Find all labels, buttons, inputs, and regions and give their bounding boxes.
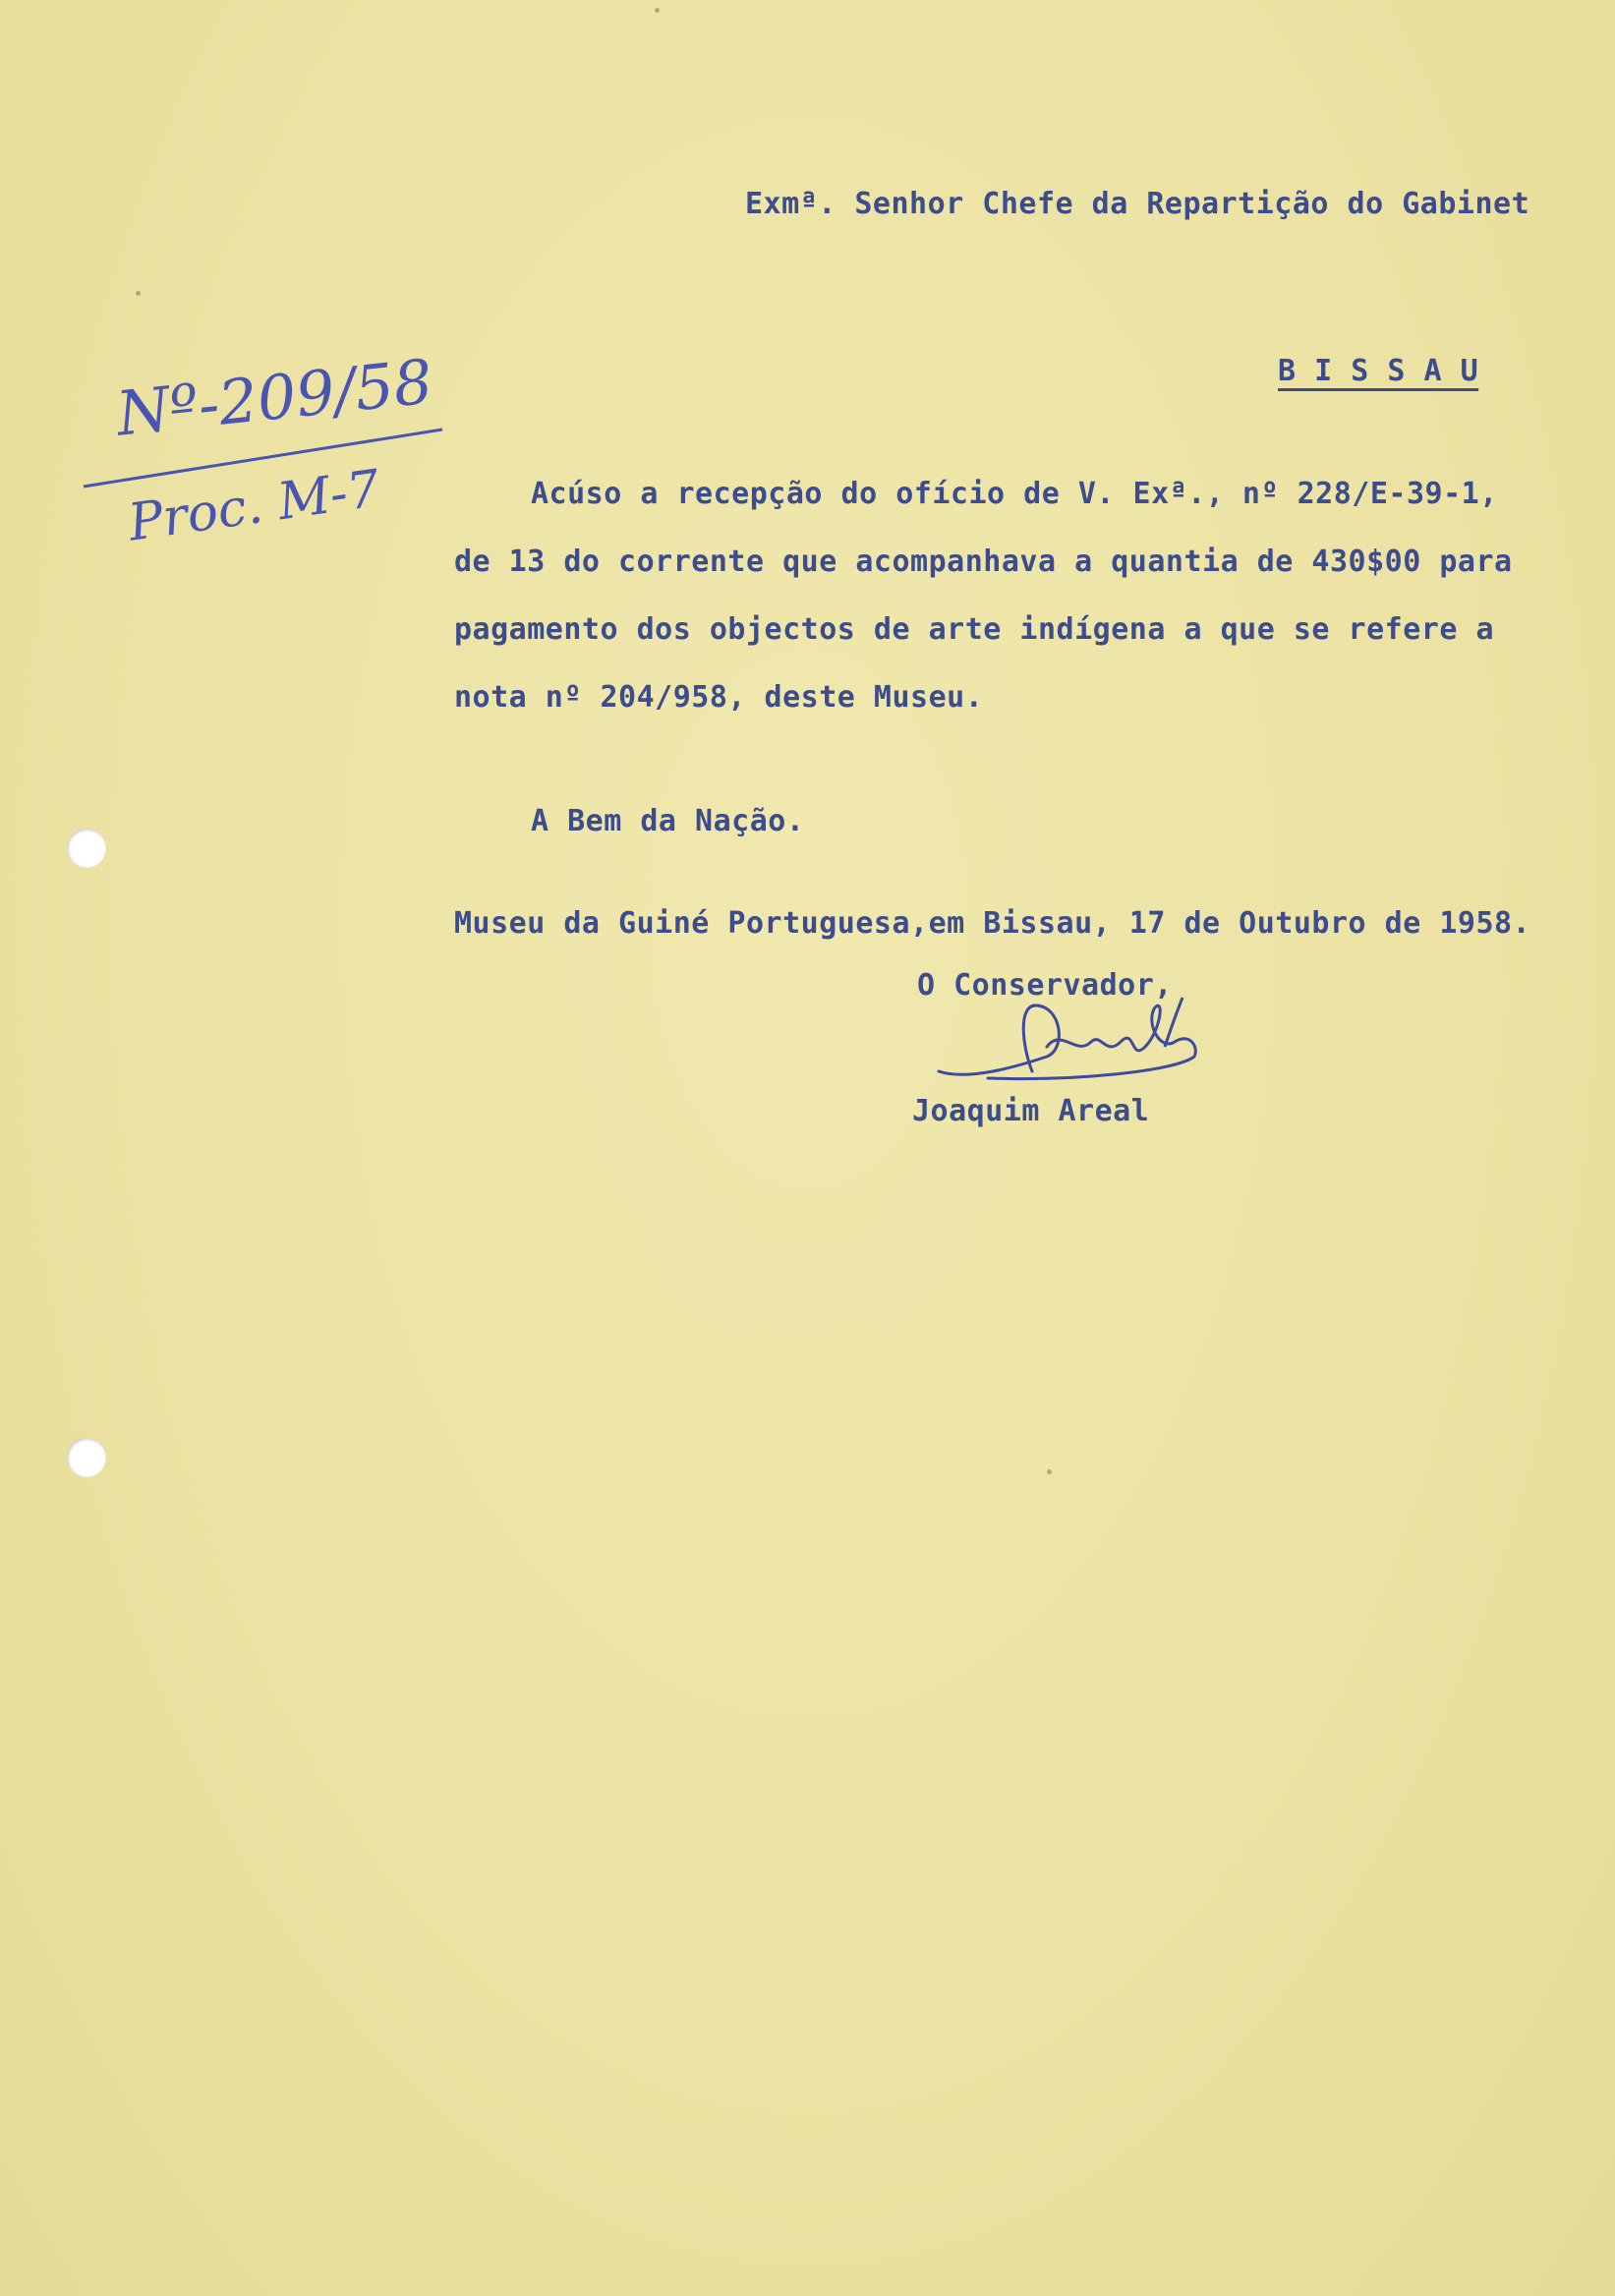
place-date-line: Museu da Guiné Portuguesa,em Bissau, 17 de Outubro de 1958. bbox=[454, 906, 1531, 941]
closing-salutation: A Bem da Nação. bbox=[531, 804, 805, 838]
body-line-3: pagamento dos objectos de arte indígena a que se refere a bbox=[454, 612, 1495, 647]
punch-hole-bottom bbox=[67, 1438, 106, 1477]
body-line-4: nota nº 204/958, deste Museu. bbox=[454, 680, 984, 715]
body-line-2: de 13 do corrente que acompanhava a quantia de 430$00 para bbox=[454, 545, 1513, 579]
signature bbox=[929, 988, 1214, 1096]
punch-hole-top bbox=[67, 829, 106, 868]
paper-speck bbox=[655, 8, 660, 13]
paper-speck bbox=[1047, 1469, 1052, 1474]
city-heading: B I S S A U bbox=[1278, 354, 1479, 388]
body-line-1: Acúso a recepção do ofício de V. Exª., nº 228/E-39-1, bbox=[531, 477, 1498, 511]
handwritten-ref-number: Nº-209/58 bbox=[113, 345, 436, 450]
paper-speck bbox=[136, 291, 141, 296]
signatory-name: Joaquim Areal bbox=[912, 1094, 1150, 1128]
addressee-line: Exmª. Senhor Chefe da Repartição do Gabinet bbox=[745, 187, 1530, 221]
handwritten-proc-note: Proc. M-7 bbox=[125, 459, 384, 553]
signatory-title: O Conservador, bbox=[917, 968, 1173, 1003]
